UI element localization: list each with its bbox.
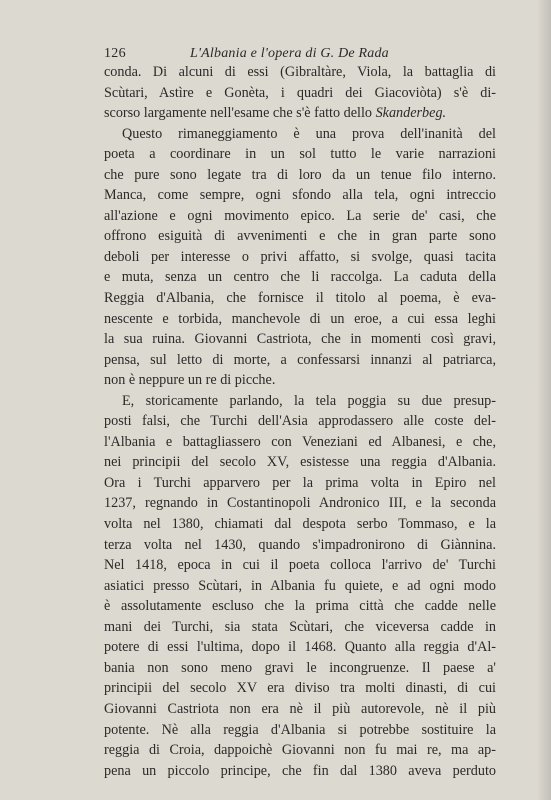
text-line [104, 267, 496, 288]
body-text [104, 62, 496, 781]
text-line-content: Questo rimaneggiamento è una prova dell'inanità del [122, 125, 496, 142]
text-line [104, 493, 496, 514]
text-line-content: poeta a coordinare in un sol tutto le varie narrazioni [104, 146, 496, 163]
text-line [104, 144, 496, 165]
text-line-content: asiatici presso Scùtari, in Albania fu quiete, e ad ogni modo [104, 577, 496, 594]
text-line-content: scorso largamente nell'esame che s'è fatto dello [104, 105, 376, 122]
text-line-content: terza volta nel 1430, quando s'impadronirono di Giànnina. [104, 536, 496, 553]
text-line [104, 370, 496, 391]
text-line [104, 473, 496, 494]
text-line [104, 658, 496, 679]
text-line [104, 637, 496, 658]
text-line [104, 185, 496, 206]
text-line [104, 288, 496, 309]
text-line-content: nescente e torbida, manchevole di un eroe, a cui essa leghi [104, 310, 496, 327]
text-line [104, 555, 496, 576]
page-edge-shadow [537, 0, 551, 800]
text-line [104, 514, 496, 535]
text-line [104, 452, 496, 473]
text-line [104, 617, 496, 638]
text-line [104, 309, 496, 330]
text-line-content: 1237, regnando in Costantinopoli Andronico III, e la seconda [104, 495, 496, 512]
text-line-content: Ora i Turchi apparvero per la prima volta in Epiro nel [104, 474, 496, 491]
text-line [104, 761, 496, 782]
text-line-content: deboli per interesse o privi affatto, si svolge, quasi tacita [104, 248, 496, 265]
text-line [104, 699, 496, 720]
text-line-content: Giovanni Castriota non era nè il più autorevole, nè il più [104, 700, 496, 717]
text-line [104, 226, 496, 247]
page-header [104, 44, 496, 64]
text-line-content: Manca, come sempre, ogni sfondo alla tela, ogni intreccio [104, 187, 496, 204]
text-line-content: nei principii del secolo XV, esistesse una reggia d'Albania. [104, 454, 496, 471]
text-line-content: posti falsi, che Turchi dell'Asia approdassero alle coste del- [104, 413, 496, 430]
text-line [104, 62, 496, 83]
text-line-content: che pure sono legate tra di loro da un tenue filo interno. [104, 166, 496, 183]
text-line-content: mani dei Turchi, sia stata Scùtari, che viceversa cadde in [104, 618, 496, 635]
text-line-content: E, storicamente parlando, la tela poggia su due presup- [122, 392, 496, 409]
text-line [104, 678, 496, 699]
text-line [104, 391, 496, 412]
running-title: L'Albania e l'opera di G. De Rada [190, 46, 389, 61]
text-line [104, 720, 496, 741]
text-line-content: non è neppure un re di picche. [104, 372, 276, 389]
text-line [104, 103, 496, 124]
text-line [104, 576, 496, 597]
text-line-content: è assolutamente escluso che la prima città che cadde nelle [104, 598, 496, 615]
text-line [104, 432, 496, 453]
text-line [104, 124, 496, 145]
text-line-content: bania non sono meno gravi le incongruenze. Il paese a' [104, 659, 496, 676]
text-line [104, 247, 496, 268]
text-line [104, 596, 496, 617]
text-line-content: Reggia d'Albania, che fornisce il titolo al poema, è eva- [104, 290, 496, 307]
text-line [104, 83, 496, 104]
text-line-content: conda. Di alcuni di essi (Gibraltàre, Viola, la battaglia di [104, 64, 496, 80]
text-line-content: potere di essi l'ultima, dopo il 1468. Quanto alla reggia d'Al- [104, 639, 496, 656]
text-line-content: Nel 1418, epoca in cui il poeta colloca l'arrivo de' Turchi [104, 557, 496, 574]
text-line [104, 535, 496, 556]
text-line [104, 165, 496, 186]
text-line-content: la sua ruina. Giovanni Castriota, che in momenti così gravi, [104, 331, 496, 348]
text-line-content: e muta, senza un centro che li raccolga. La caduta della [104, 269, 496, 286]
text-line-content: Scùtari, Astìre e Gonèta, i quadri dei Giacoviòta) s'è di- [104, 84, 496, 101]
text-line [104, 740, 496, 761]
text-line-content: reggia di Croia, dappoichè Giovanni non fu mai re, ma ap- [104, 742, 496, 759]
text-line-content: pena un piccolo principe, che fin dal 1380 aveva perduto [104, 762, 496, 779]
text-line-content: l'Albania e battagliassero con Veneziani ed Albanesi, e che, [104, 433, 496, 450]
text-line [104, 411, 496, 432]
text-line-content: principii del secolo XV era diviso tra molti dinasti, di cui [104, 680, 496, 697]
text-line-content: pensa, sul letto di morte, a confessarsi innanzi al patriarca, [104, 351, 496, 368]
text-line [104, 206, 496, 227]
text-line-content: all'azione e ogni movimento epico. La serie de' casi, che [104, 207, 496, 224]
page-number: 126 [104, 46, 126, 61]
text-line-content: volta nel 1380, chiamati dal despota serbo Tommaso, e la [104, 516, 496, 533]
text-line-content: offrono esiguità di avvenimenti e che in gran parte sono [104, 228, 496, 245]
text-line-content: potente. Nè alla reggia d'Albania si potrebbe sostituire la [104, 721, 496, 738]
text-line [104, 350, 496, 371]
italic-title: Skanderbeg. [375, 105, 447, 122]
text-line [104, 329, 496, 350]
